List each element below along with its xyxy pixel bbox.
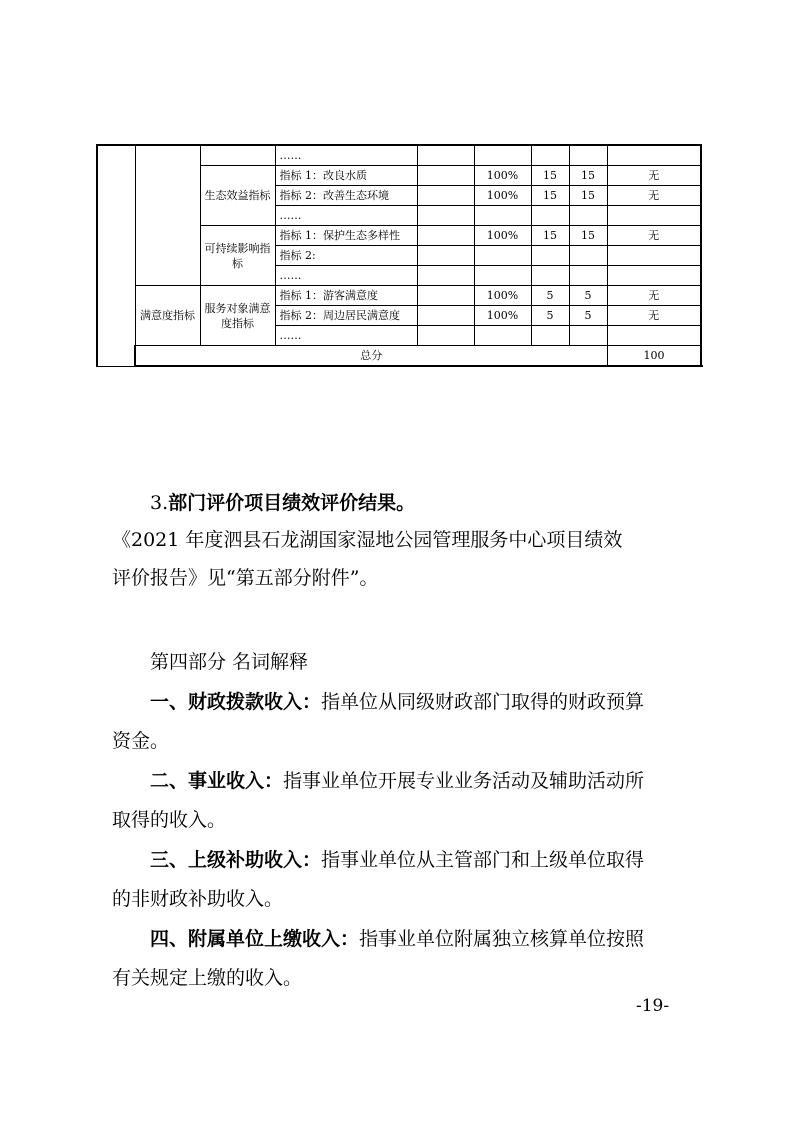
table-cell: ……	[275, 326, 417, 346]
indicator-name: 指标 2:	[275, 246, 417, 266]
table-cell	[200, 145, 275, 166]
section3-heading: 3.部门评价项目绩效评价结果。	[150, 492, 416, 514]
score-value: 15	[531, 186, 569, 206]
target-value: 100%	[474, 166, 531, 186]
note-value: 无	[607, 286, 701, 306]
note-value: 无	[607, 166, 701, 186]
note-value	[607, 246, 701, 266]
indicator-name: 指标 2：周边居民满意度	[275, 306, 417, 326]
score-value: 5	[531, 286, 569, 306]
term-item-4: 四、附属单位上缴收入：指事业单位附属独立核算单位按照	[150, 928, 645, 950]
target-value: 100%	[474, 286, 531, 306]
target-value: 100%	[474, 226, 531, 246]
total-row	[97, 346, 701, 367]
indicator-name: 指标 1：保护生态多样性	[275, 226, 417, 246]
target-value: 100%	[474, 306, 531, 326]
indicator-name: 指标 1：改良水质	[275, 166, 417, 186]
target-value: 100%	[474, 186, 531, 206]
got-value: 5	[569, 306, 607, 326]
term-item-3: 三、上级补助收入：指事业单位从主管部门和上级单位取得	[150, 849, 645, 871]
note-value: 无	[607, 226, 701, 246]
indicator-name: 指标 2：改善生态环境	[275, 186, 417, 206]
got-value: 5	[569, 286, 607, 306]
indicator-group-satisfaction: 满意度指标	[135, 286, 200, 346]
term-item-2: 二、事业收入：指事业单位开展专业业务活动及辅助活动所	[150, 770, 645, 792]
target-value	[474, 246, 531, 266]
table-cell	[97, 145, 135, 366]
indicator-name: 指标 1：游客满意度	[275, 286, 417, 306]
got-value: 15	[569, 166, 607, 186]
table-cell: ……	[275, 145, 417, 166]
got-value: 15	[569, 226, 607, 246]
term-item-3-cont: 的非财政补助收入。	[112, 888, 284, 910]
page-number: -19-	[636, 996, 670, 1016]
table-cell: ……	[275, 266, 417, 286]
score-value: 5	[531, 306, 569, 326]
note-value: 无	[607, 306, 701, 326]
indicator-group-eco: 生态效益指标	[200, 166, 275, 226]
score-value	[531, 246, 569, 266]
term-item-4-cont: 有关规定上缴的收入。	[112, 967, 303, 989]
table-cell	[135, 145, 200, 286]
term-item-1: 一、财政拨款收入：指单位从同级财政部门取得的财政预算	[150, 691, 645, 713]
part4-title: 第四部分 名词解释	[150, 651, 309, 673]
table-cell: ……	[275, 206, 417, 226]
score-value: 15	[531, 226, 569, 246]
note-value: 无	[607, 186, 701, 206]
table-row	[97, 145, 701, 166]
got-value: 15	[569, 186, 607, 206]
term-item-2-cont: 取得的收入。	[112, 809, 227, 831]
got-value	[569, 246, 607, 266]
section3-paragraph-line2: 评价报告》见“第五部分附件”。	[112, 567, 379, 589]
total-score: 100	[607, 346, 701, 367]
table-row	[97, 286, 701, 306]
performance-indicator-table	[96, 144, 702, 367]
term-item-1-cont: 资金。	[112, 730, 170, 752]
score-value: 15	[531, 166, 569, 186]
indicator-group-sustain: 可持续影响指标	[200, 226, 275, 286]
section3-paragraph-line1: 《2021 年度泗县石龙湖国家湿地公园管理服务中心项目绩效	[112, 529, 623, 551]
indicator-group-service: 服务对象满意度指标	[200, 286, 275, 346]
total-label: 总分	[135, 346, 607, 367]
